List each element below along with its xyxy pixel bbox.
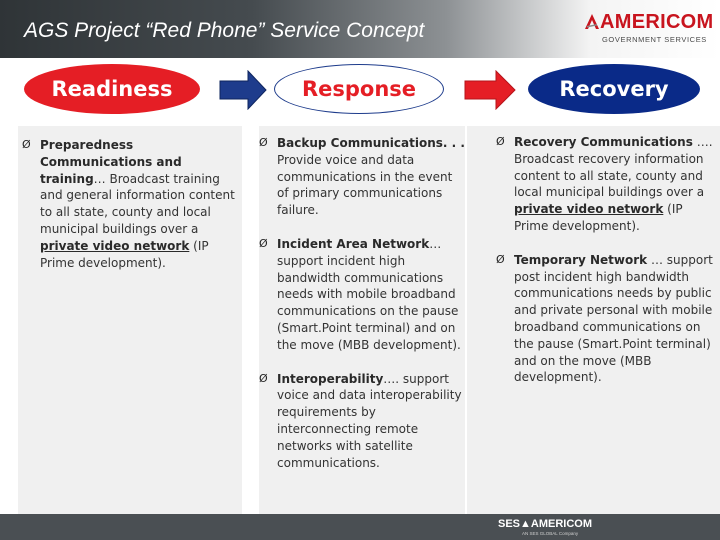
header-bar	[0, 0, 720, 58]
arrow-right-icon	[464, 70, 516, 110]
readiness-column	[22, 137, 238, 271]
bullet-text: … support post incident high bandwidth communications needs by public and private personal with mobile broadband communications on the pause (Smart.Point terminal) and on the move (MBB development).	[514, 252, 713, 385]
list-item	[259, 371, 467, 472]
bullet-heading: Incident Area Network	[277, 236, 430, 251]
list-item	[259, 236, 467, 354]
arrow-bullet-icon: Ø	[496, 135, 505, 148]
response-phase-badge: Response	[274, 64, 444, 114]
bullet-heading: Backup Communications. . .	[277, 136, 465, 150]
recovery-phase-badge: Recovery	[528, 64, 700, 114]
bullet-text: Provide voice and data communications in the event of primary communications failure.	[277, 152, 453, 218]
arrow-bullet-icon: Ø	[496, 252, 505, 266]
arrow-bullet-icon: Ø	[259, 371, 268, 385]
logo-subtitle: GOVERNMENT SERVICES	[602, 35, 707, 44]
private-video-network-link[interactable]: private video network	[514, 202, 664, 217]
bullet-heading: Temporary Network	[514, 252, 648, 267]
arrow-bullet-icon: Ø	[259, 136, 268, 149]
arrow-right-icon	[219, 70, 267, 110]
footer-bar	[0, 514, 720, 540]
bullet-text: … support incident high bandwidth communications needs with mobile broadband communications on the pause (Smart.Point terminal) and on the move (MBB development).	[277, 236, 461, 352]
readiness-phase-badge: Readiness	[24, 64, 200, 114]
bullet-text: …. Broadcast recovery information content to all state, county and local municipal buildings over a	[514, 135, 713, 200]
list-item	[22, 137, 238, 271]
bullet-text: (IP Prime development).	[514, 202, 683, 233]
logo-wordmark: AMERICOM	[600, 11, 714, 33]
page-title: AGS Project “Red Phone” Service Concept	[24, 19, 425, 42]
recovery-column	[496, 134, 714, 403]
list-item	[496, 134, 714, 235]
bullet-text: …. support voice and data interoperability requirements by interconnecting remote networks with satellite communications.	[277, 371, 462, 470]
list-item	[259, 135, 467, 219]
list-item	[496, 252, 714, 386]
bullet-heading: Preparedness Communications and training	[40, 138, 182, 186]
footer-logo-subtitle: AN SES GLOBAL Company	[522, 531, 579, 536]
arrow-bullet-icon: Ø	[22, 138, 31, 151]
bullet-text: (IP Prime development).	[40, 238, 209, 270]
bullet-heading: Interoperability	[277, 371, 384, 386]
arrow-bullet-icon: Ø	[259, 236, 268, 250]
americom-logo	[584, 11, 716, 47]
private-video-network-link[interactable]: private video network	[40, 238, 190, 253]
americom-logo-icon	[584, 13, 600, 31]
response-column	[259, 135, 467, 488]
ses-americom-logo	[498, 518, 592, 538]
bullet-text: … Broadcast training and general information content to all state, county and local municipal buildings over a	[40, 171, 235, 236]
bullet-heading: Recovery Communications	[514, 135, 693, 149]
footer-logo-wordmark: SES▲AMERICOM	[498, 518, 593, 530]
